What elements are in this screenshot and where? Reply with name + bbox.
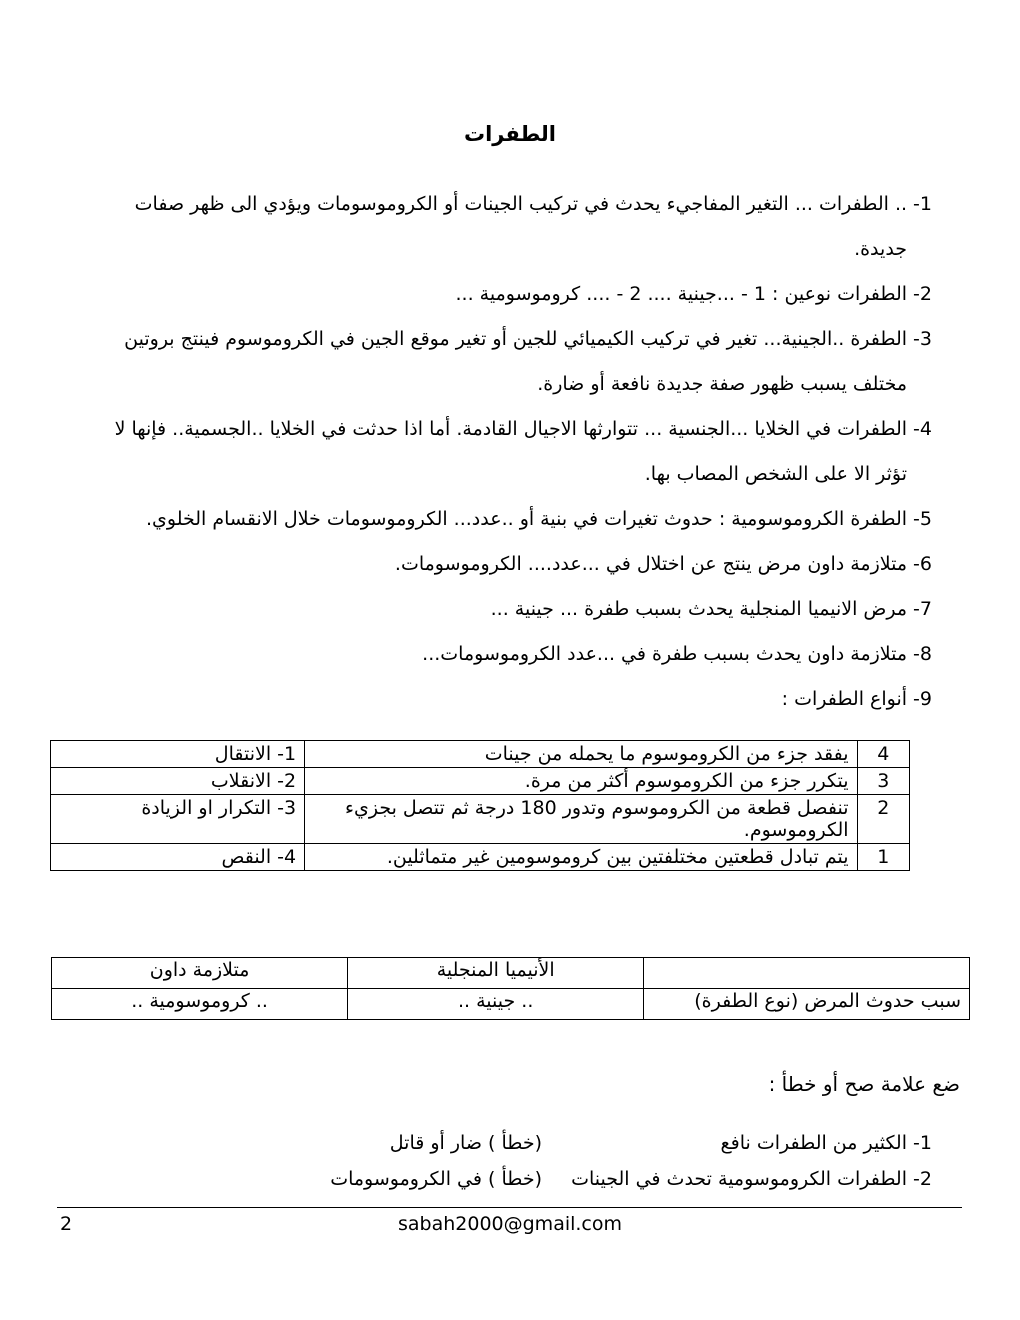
- footer-email: sabah2000@gmail.com: [397, 1213, 623, 1235]
- table-header-sickle-cell: الأنيميا المنجلية: [348, 958, 644, 989]
- list-item: [82, 407, 932, 497]
- item-text: مرض الانيميا المنجلية يحدث بسبب طفرة ... جينية ...: [490, 598, 908, 620]
- table-cell-number: 2: [857, 795, 909, 844]
- table-row: [51, 768, 910, 795]
- table-cell-sickle-cell-cause: .. جينية ..: [348, 989, 644, 1020]
- item-text: الطفرة الكروموسومية : حدوث تغيرات في بنية أو ..عدد... الكروموسومات خلال الانقسام الخلوي.: [145, 508, 908, 530]
- true-false-answer: (خطأ ) في الكروموسومات: [330, 1168, 542, 1190]
- item-number: 1-: [913, 193, 932, 215]
- true-false-item: [212, 1125, 932, 1161]
- item-number: 6-: [913, 553, 932, 575]
- list-item: [82, 497, 932, 542]
- item-number: 8-: [913, 643, 932, 665]
- true-false-question: 2- الطفرات الكروموسومية تحدث في الجينات: [571, 1168, 932, 1190]
- list-item: [82, 317, 932, 407]
- table-cell-number: 1: [857, 844, 909, 871]
- item-text: متلازمة داون يحدث بسبب طفرة في ...عدد الكروموسومات...: [422, 643, 908, 665]
- questions-list: [82, 182, 932, 722]
- true-false-answer: (خطأ ) ضار أو قاتل: [389, 1132, 542, 1154]
- table-row: [52, 989, 970, 1020]
- true-false-list: [212, 1125, 932, 1197]
- item-number: 7-: [913, 598, 932, 620]
- table-cell-type: 3- التكرار او الزيادة: [51, 795, 305, 844]
- table-header-row: [52, 958, 970, 989]
- table-row: [51, 795, 910, 844]
- table-cell-description: يفقد جزء من الكروموسوم ما يحمله من جينات: [305, 741, 857, 768]
- true-false-item: [212, 1161, 932, 1197]
- mutation-types-table: [50, 740, 910, 871]
- table-header-empty: [644, 958, 970, 989]
- table-header-down-syndrome: متلازمة داون: [52, 958, 348, 989]
- true-false-title: ضع علامة صح أو خطأ :: [768, 1072, 960, 1096]
- list-item: [82, 677, 932, 722]
- list-item: [82, 272, 932, 317]
- table-cell-row-label: سبب حدوث المرض (نوع الطفرة): [644, 989, 970, 1020]
- table-cell-description: يتكرر جزء من الكروموسوم أكثر من مرة.: [305, 768, 857, 795]
- item-text: الطفرات في الخلايا ...الجنسية ... تتوارثها الاجيال القادمة. أما اذا حدثت في الخلايا ..الجسمية.. فإنها لا تؤثر الا على الشخص المصاب بها.: [114, 418, 908, 485]
- page-number: 2: [60, 1213, 73, 1235]
- item-number: 2-: [913, 283, 932, 305]
- table-cell-number: 4: [857, 741, 909, 768]
- table-cell-description: يتم تبادل قطعتين مختلفتين بين كروموسومين غير متماثلين.: [305, 844, 857, 871]
- page-title: الطفرات: [463, 122, 557, 146]
- list-item: [82, 542, 932, 587]
- item-number: 3-: [913, 328, 932, 350]
- item-text: .. الطفرات ... التغير المفاجيء يحدث في تركيب الجينات أو الكروموسومات ويؤدي الى ظهر صفات جديدة.: [134, 193, 908, 260]
- item-number: 9-: [913, 688, 932, 710]
- item-text: أنواع الطفرات :: [781, 688, 908, 710]
- table-cell-type: 2- الانقلاب: [51, 768, 305, 795]
- item-text: الطفرة ..الجينية... تغير في تركيب الكيميائي للجين أو تغير موقع الجين في الكروموسوم فينتج بروتين مختلف يسبب ظهور صفة جديدة نافعة أو ضارة.: [124, 328, 908, 395]
- item-number: 4-: [913, 418, 932, 440]
- table-cell-down-syndrome-cause: .. كروموسومية ..: [52, 989, 348, 1020]
- table-cell-description: تنفصل قطعة من الكروموسوم وتدور 180 درجة ثم تتصل بجزيء الكروموسوم.: [305, 795, 857, 844]
- list-item: [82, 587, 932, 632]
- table-row: [51, 741, 910, 768]
- disease-causes-table: [51, 957, 970, 1020]
- footer-divider: [57, 1207, 962, 1208]
- item-text: الطفرات نوعين : 1 - ...جينية .... 2 - .... كروموسومية ...: [455, 283, 908, 305]
- true-false-question: 1- الكثير من الطفرات نافع: [720, 1132, 932, 1154]
- table-cell-number: 3: [857, 768, 909, 795]
- item-number: 5-: [913, 508, 932, 530]
- table-cell-type: 1- الانتقال: [51, 741, 305, 768]
- list-item: [82, 182, 932, 272]
- item-text: متلازمة داون مرض ينتج عن اختلال في ...عدد.... الكروموسومات.: [394, 553, 908, 575]
- table-cell-type: 4- النقص: [51, 844, 305, 871]
- table-row: [51, 844, 910, 871]
- list-item: [82, 632, 932, 677]
